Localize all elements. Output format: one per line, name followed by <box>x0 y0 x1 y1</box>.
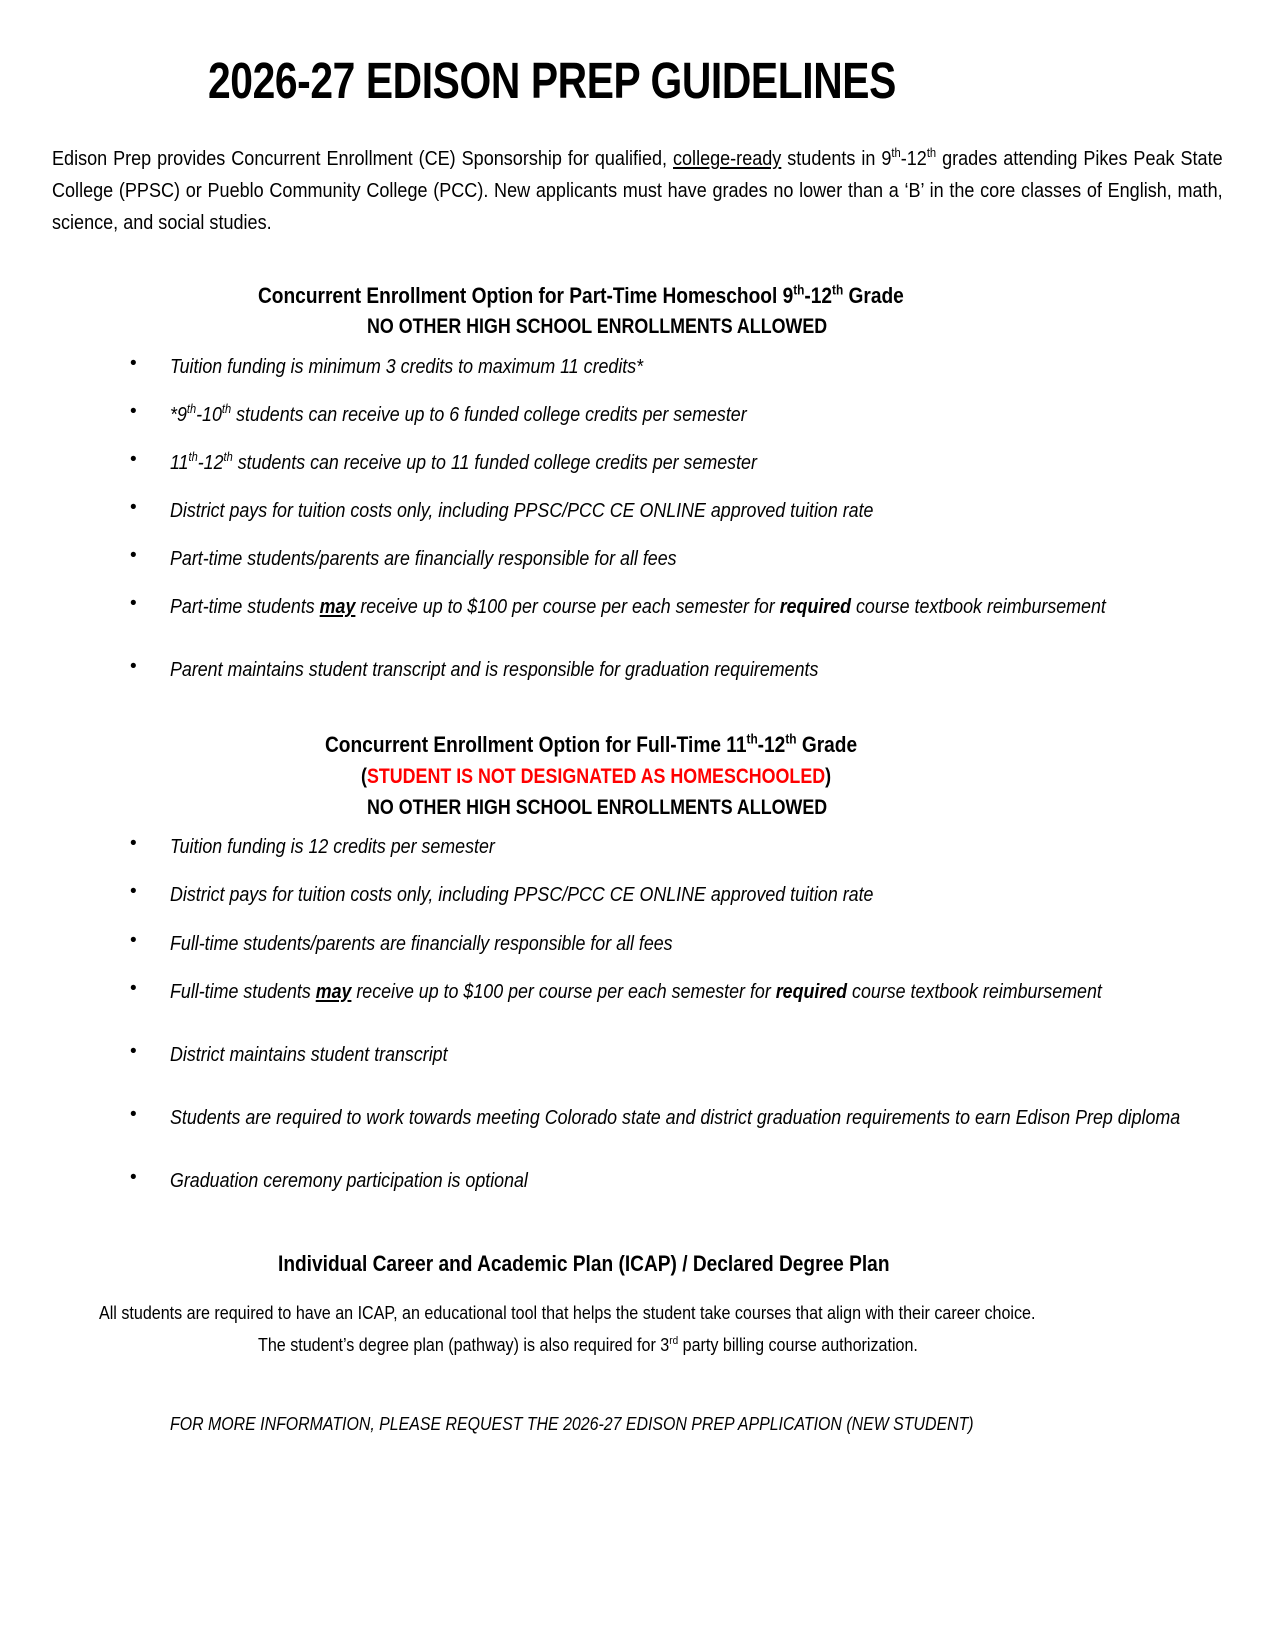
parttime-bullet-1-post: students can receive up to 6 funded college credits per semester <box>231 402 747 426</box>
fulltime-heading-a: Concurrent Enrollment Option for Full-Time 11 <box>324 732 746 758</box>
parttime-bullet-1-sup1: th <box>186 400 197 416</box>
list-item <box>52 1166 1223 1195</box>
icap-line-2-sup: rd <box>669 1334 679 1347</box>
list-item <box>52 592 1223 621</box>
footer-note <box>52 1413 1223 1435</box>
fulltime-heading-sup2: th <box>784 730 797 747</box>
intro-part2: students in 9 <box>781 147 892 171</box>
parttime-heading-sup2: th <box>831 281 843 298</box>
list-item <box>52 544 1223 573</box>
list-item <box>52 977 1223 1006</box>
list-item <box>52 1040 1223 1069</box>
list-item <box>52 448 1223 477</box>
list-item <box>52 655 1223 684</box>
fulltime-bullet-4: • District maintains student transcript <box>170 1042 448 1066</box>
list-item <box>52 400 1223 429</box>
icap-body <box>52 1297 1223 1361</box>
fulltime-bullet-5: • Students are required to work towards meeting Colorado state and district graduation requirements to earn Edison Prep diploma <box>170 1105 1181 1129</box>
icap-line-1-text: All students are required to have an ICAP, an educational tool that helps the student take courses that align with their career choice. <box>99 1302 1036 1324</box>
intro-sup-12th: th <box>926 145 937 161</box>
list-item <box>52 832 1223 861</box>
intro-paragraph <box>52 143 1223 239</box>
fulltime-bullet-6: • Graduation ceremony participation is optional <box>170 1168 528 1192</box>
fulltime-subheading-text: NO OTHER HIGH SCHOOL ENROLLMENTS ALLOWED <box>366 795 827 819</box>
parttime-bullet-1-mid: -10 <box>196 402 222 426</box>
parttime-subheading-text: NO OTHER HIGH SCHOOL ENROLLMENTS ALLOWED <box>366 315 827 339</box>
list-item <box>52 880 1223 909</box>
page-title <box>52 0 1223 109</box>
icap-line-2 <box>52 1329 1223 1361</box>
section-heading-fulltime <box>52 730 1223 759</box>
icap-line-2-pre: The student’s degree plan (pathway) is also required for 3 <box>258 1333 670 1355</box>
parttime-bullet-2-sup1: th <box>188 449 198 464</box>
parttime-bullet-4: • Part-time students/parents are financially responsible for all fees <box>170 547 677 571</box>
fulltime-bullet-3-mid: receive up to $100 per course per each semester for <box>351 979 776 1003</box>
fulltime-paren-open: ( <box>360 764 367 788</box>
list-item <box>52 496 1223 525</box>
fulltime-heading-c: Grade <box>796 732 857 758</box>
parttime-bullet-6: • Parent maintains student transcript and is responsible for graduation requirements <box>170 658 819 682</box>
section-heading-icap <box>52 1251 1223 1277</box>
parttime-bullet-1-sup2: th <box>221 400 232 416</box>
intro-part1: Edison Prep provides Concurrent Enrollment (CE) Sponsorship for qualified, <box>52 147 674 171</box>
intro-part3: -12 <box>900 147 927 171</box>
fulltime-heading-sup1: th <box>745 730 758 747</box>
parttime-bullet-5-may: may <box>319 595 356 619</box>
intro-emphasis: college-ready <box>673 147 782 171</box>
parttime-bullet-5-pre: Part-time students <box>170 595 320 619</box>
fulltime-bullet-list <box>52 832 1223 1195</box>
fulltime-red-warning: STUDENT IS NOT DESIGNATED AS HOMESCHOOLED <box>366 764 826 788</box>
fulltime-bullet-3-post: course textbook reimbursement <box>847 979 1102 1003</box>
parttime-bullet-5-required: required <box>779 595 852 619</box>
list-item <box>52 1103 1223 1132</box>
parttime-heading-sup1: th <box>792 281 804 298</box>
section-subheading-parttime <box>52 313 1223 341</box>
icap-heading-text: Individual Career and Academic Plan (ICAP) / Declared Degree Plan <box>277 1251 890 1277</box>
parttime-bullet-3: • District pays for tuition costs only, including PPSC/PCC CE ONLINE approved tuition rate <box>170 498 874 522</box>
section-subheading-fulltime <box>52 794 1223 822</box>
section-heading-parttime <box>52 281 1223 310</box>
icap-line-1 <box>52 1297 1223 1329</box>
fulltime-bullet-3-may: may <box>315 979 352 1003</box>
parttime-bullet-1-pre: *9 <box>170 402 187 426</box>
parttime-heading-b: -12 <box>804 283 832 309</box>
page-title-text: 2026-27 EDISON PREP GUIDELINES <box>207 52 896 109</box>
fulltime-bullet-2: • Full-time students/parents are financially responsible for all fees <box>170 931 673 955</box>
parttime-bullet-5-mid: receive up to $100 per course per each semester for <box>355 595 780 619</box>
fulltime-bullet-0: • Tuition funding is 12 credits per semester <box>170 835 495 859</box>
footer-note-text: FOR MORE INFORMATION, PLEASE REQUEST THE 2026-27 EDISON PREP APPLICATION (NEW STUDENT) <box>170 1412 974 1434</box>
fulltime-paren-close: ) <box>825 764 832 788</box>
fulltime-bullet-3-pre: Full-time students <box>170 979 316 1003</box>
list-item <box>52 929 1223 958</box>
parttime-bullet-list <box>52 352 1223 685</box>
fulltime-bullet-1: • District pays for tuition costs only, including PPSC/PCC CE ONLINE approved tuition rate <box>170 883 874 907</box>
list-item <box>52 352 1223 381</box>
parttime-bullet-5-post: course textbook reimbursement <box>851 595 1106 619</box>
parttime-heading-c: Grade <box>842 283 904 309</box>
fulltime-bullet-3-required: required <box>775 979 848 1003</box>
intro-part4: grades attending Pikes Peak State College (PPSC) or Pueblo Community College (PCC). New applicants must have grades no lower than a ‘B’ in the core classes of English, math, science, and social studies. <box>52 147 1223 235</box>
parttime-bullet-2-post: students can receive up to 11 funded college credits per semester <box>232 450 757 474</box>
parttime-heading-a: Concurrent Enrollment Option for Part-Time Homeschool 9 <box>257 283 793 309</box>
intro-sup-9th: th <box>891 145 901 161</box>
icap-line-2-post: party billing course authorization. <box>678 1333 919 1355</box>
parttime-bullet-2-mid: -12 <box>197 450 224 474</box>
fulltime-heading-b: -12 <box>757 732 785 758</box>
parttime-bullet-2-pre: 11 <box>170 450 189 474</box>
parttime-bullet-2-sup2: th <box>223 449 233 464</box>
section-subheading-fulltime-red <box>52 763 1223 791</box>
parttime-bullet-0: • Tuition funding is minimum 3 credits to maximum 11 credits* <box>170 354 644 378</box>
